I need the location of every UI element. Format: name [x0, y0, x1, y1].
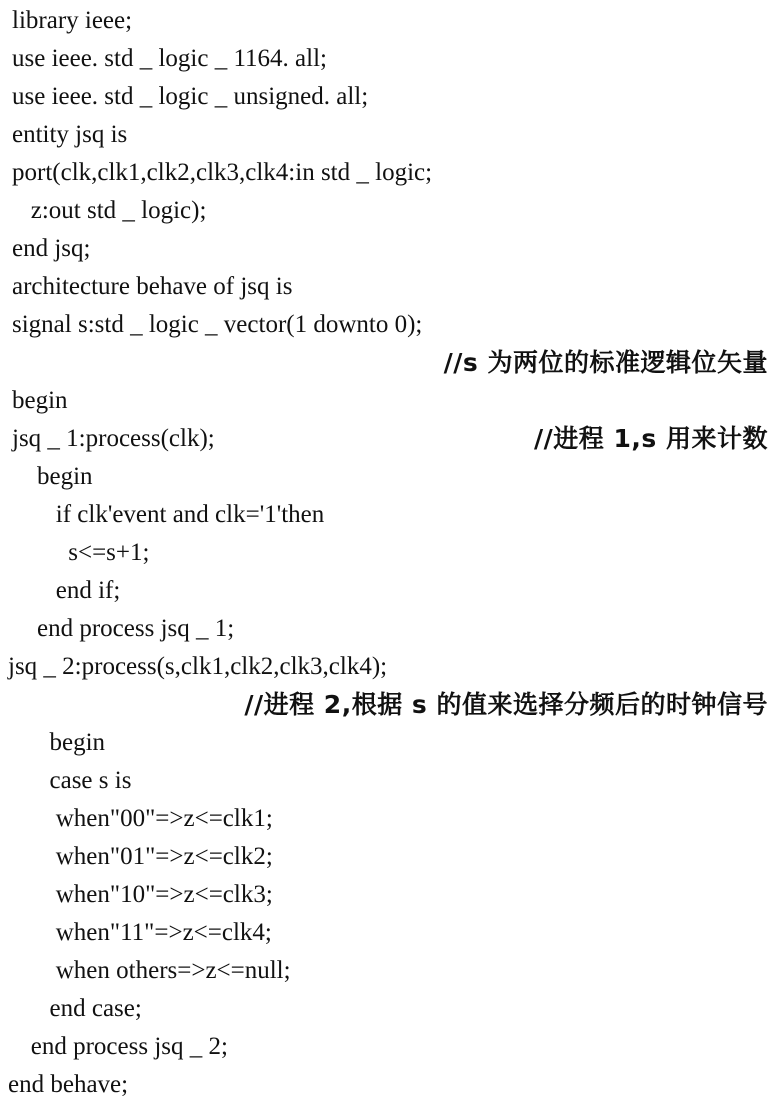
code-line-text: begin	[12, 387, 68, 414]
code-line-2	[12, 40, 327, 78]
code-line-21	[12, 762, 131, 800]
code-line-text: s<=s+1;	[12, 539, 150, 566]
code-line-25	[12, 914, 272, 952]
code-line-text: end if;	[12, 577, 121, 604]
code-line-text: z:out std _ logic);	[12, 197, 207, 224]
code-line-11	[12, 382, 68, 420]
code-line-text: when others=>z<=null;	[12, 957, 291, 984]
code-line-text: signal s:std _ logic _ vector(1 downto 0);	[12, 311, 423, 338]
code-line-6	[12, 192, 206, 230]
code-line-text: when"01"=>z<=clk2;	[12, 843, 273, 870]
code-line-14	[12, 496, 324, 534]
code-comment-process2: //进程 2,根据 s 的值来选择分频后的时钟信号	[244, 690, 768, 719]
code-line-text: if clk'event and clk='1'then	[12, 501, 325, 528]
code-line-text: when"10"=>z<=clk3;	[12, 881, 273, 908]
code-line-20	[12, 724, 105, 762]
code-comment-signal: //s 为两位的标准逻辑位矢量	[443, 348, 768, 377]
code-line-text: use ieee. std _ logic _ unsigned. all;	[12, 83, 369, 110]
code-comment-process1: //进程 1,s 用来计数	[534, 424, 768, 453]
code-line-5	[12, 154, 432, 192]
code-line-16	[12, 572, 120, 610]
code-line-18	[8, 648, 387, 686]
code-line-1	[12, 2, 132, 40]
code-line-text: when"00"=>z<=clk1;	[12, 805, 273, 832]
code-line-28	[12, 1028, 228, 1066]
code-line-27	[12, 990, 142, 1028]
code-line-13	[12, 458, 93, 496]
code-line-text: end behave;	[8, 1071, 129, 1098]
code-line-text: begin	[12, 463, 93, 490]
code-line-4	[12, 116, 127, 154]
code-line-text: case s is	[12, 767, 132, 794]
code-line-12	[12, 420, 215, 458]
code-line-text: end jsq;	[12, 235, 91, 262]
code-line-23	[12, 838, 273, 876]
code-line-9	[12, 306, 422, 344]
code-line-7	[12, 230, 90, 268]
code-line-text: begin	[12, 729, 106, 756]
code-line-text: use ieee. std _ logic _ 1164. all;	[12, 45, 327, 72]
code-line-text: end process jsq _ 2;	[12, 1033, 228, 1060]
code-line-text: end process jsq _ 1;	[12, 615, 235, 642]
code-line-26	[12, 952, 291, 990]
code-line-text: library ieee;	[12, 7, 133, 34]
code-line-text: entity jsq is	[12, 121, 128, 148]
code-line-29	[8, 1066, 128, 1104]
code-line-8	[12, 268, 292, 306]
code-line-text: port(clk,clk1,clk2,clk3,clk4:in std _ logic;	[12, 159, 433, 186]
code-line-17	[12, 610, 234, 648]
code-line-text: jsq _ 1:process(clk);	[12, 425, 215, 452]
code-line-text: when"11"=>z<=clk4;	[12, 919, 272, 946]
code-line-22	[12, 800, 273, 838]
code-line-15	[12, 534, 149, 572]
code-line-text: architecture behave of jsq is	[12, 273, 293, 300]
code-line-text: end case;	[12, 995, 142, 1022]
code-line-text: jsq _ 2:process(s,clk1,clk2,clk3,clk4);	[8, 653, 388, 680]
code-line-3	[12, 78, 368, 116]
code-line-24	[12, 876, 273, 914]
